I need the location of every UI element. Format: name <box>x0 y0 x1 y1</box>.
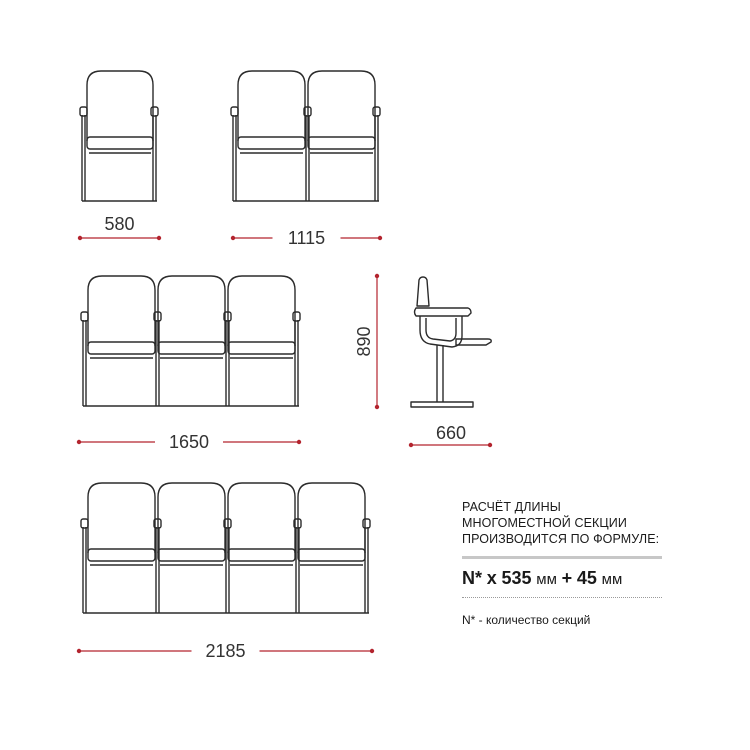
row-quad <box>81 483 370 613</box>
formula-panel <box>462 499 662 627</box>
row-triple <box>81 276 300 406</box>
side-view-chair <box>411 277 491 407</box>
arm-cap <box>363 519 370 528</box>
seat-cushion <box>298 549 365 561</box>
formula-extra: 45 <box>576 568 597 588</box>
dimension-label: 660 <box>435 423 467 443</box>
seat-cushion <box>87 137 153 149</box>
arm-cap <box>81 519 88 528</box>
arm-cap <box>293 312 300 321</box>
dimension-height <box>354 274 379 409</box>
dimension-end <box>78 236 82 240</box>
formula <box>462 568 662 589</box>
dimension-lines <box>77 214 492 661</box>
seat-backrest <box>88 483 155 553</box>
dimension-end <box>297 440 301 444</box>
seat-backrest <box>238 71 305 141</box>
formula-unit: мм <box>601 571 623 588</box>
dimension-label: 890 <box>354 326 374 357</box>
formula-n: N* <box>462 568 483 588</box>
row-double <box>231 71 380 201</box>
formula-title-line: ПРОИЗВОДИТСЯ ПО ФОРМУЛЕ: <box>462 532 660 546</box>
dimension-label: 1115 <box>287 228 326 248</box>
seat-rows <box>80 71 380 613</box>
formula-plus: + <box>561 568 573 588</box>
seat-backrest <box>228 276 295 346</box>
dimension-end <box>409 443 413 447</box>
arm-cap <box>80 107 87 116</box>
seat-cushion <box>228 342 295 354</box>
arm-cap <box>373 107 380 116</box>
dimension-end <box>375 274 379 278</box>
seat-cushion <box>228 549 295 561</box>
dimension-end <box>77 440 81 444</box>
seat-backrest <box>308 71 375 141</box>
seat-backrest <box>228 483 295 553</box>
dimension-label: 580 <box>104 214 135 234</box>
formula-times: x <box>486 568 497 588</box>
arm-cap <box>151 107 158 116</box>
row-single <box>80 71 158 201</box>
dimension-label: 1650 <box>168 432 210 452</box>
seat-backrest <box>298 483 365 553</box>
dimension-end <box>378 236 382 240</box>
seat-cushion <box>308 137 375 149</box>
dimension-single <box>78 214 161 240</box>
dimension-end <box>77 649 81 653</box>
formula-unit: мм <box>536 571 557 588</box>
dimension-triple <box>77 432 301 452</box>
seat-backrest <box>87 71 153 141</box>
dimension-quad <box>77 641 374 661</box>
formula-title-line: МНОГОМЕСТНОЙ СЕКЦИИ <box>462 516 627 530</box>
seat-cushion <box>158 342 225 354</box>
dimension-end <box>370 649 374 653</box>
dimension-label: 2185 <box>205 641 246 661</box>
seat-cushion <box>158 549 225 561</box>
formula-title-line: РАСЧЁТ ДЛИНЫ <box>462 500 561 514</box>
formula-note: N* - количество секций <box>462 613 591 627</box>
arm-cap <box>231 107 238 116</box>
dimension-end <box>375 405 379 409</box>
divider <box>462 556 662 559</box>
dimension-end <box>157 236 161 240</box>
seat-backrest <box>88 276 155 346</box>
formula-title <box>462 499 662 547</box>
dimension-end <box>231 236 235 240</box>
seat-cushion <box>88 342 155 354</box>
dimension-double <box>231 228 382 248</box>
seat-backrest <box>158 276 225 346</box>
dimension-end <box>488 443 492 447</box>
seat-backrest <box>158 483 225 553</box>
divider-dotted <box>462 597 662 598</box>
formula-section-length: 535 <box>501 568 532 588</box>
seat-cushion <box>238 137 305 149</box>
arm-cap <box>81 312 88 321</box>
seat-cushion <box>88 549 155 561</box>
dimension-depth <box>409 423 492 447</box>
